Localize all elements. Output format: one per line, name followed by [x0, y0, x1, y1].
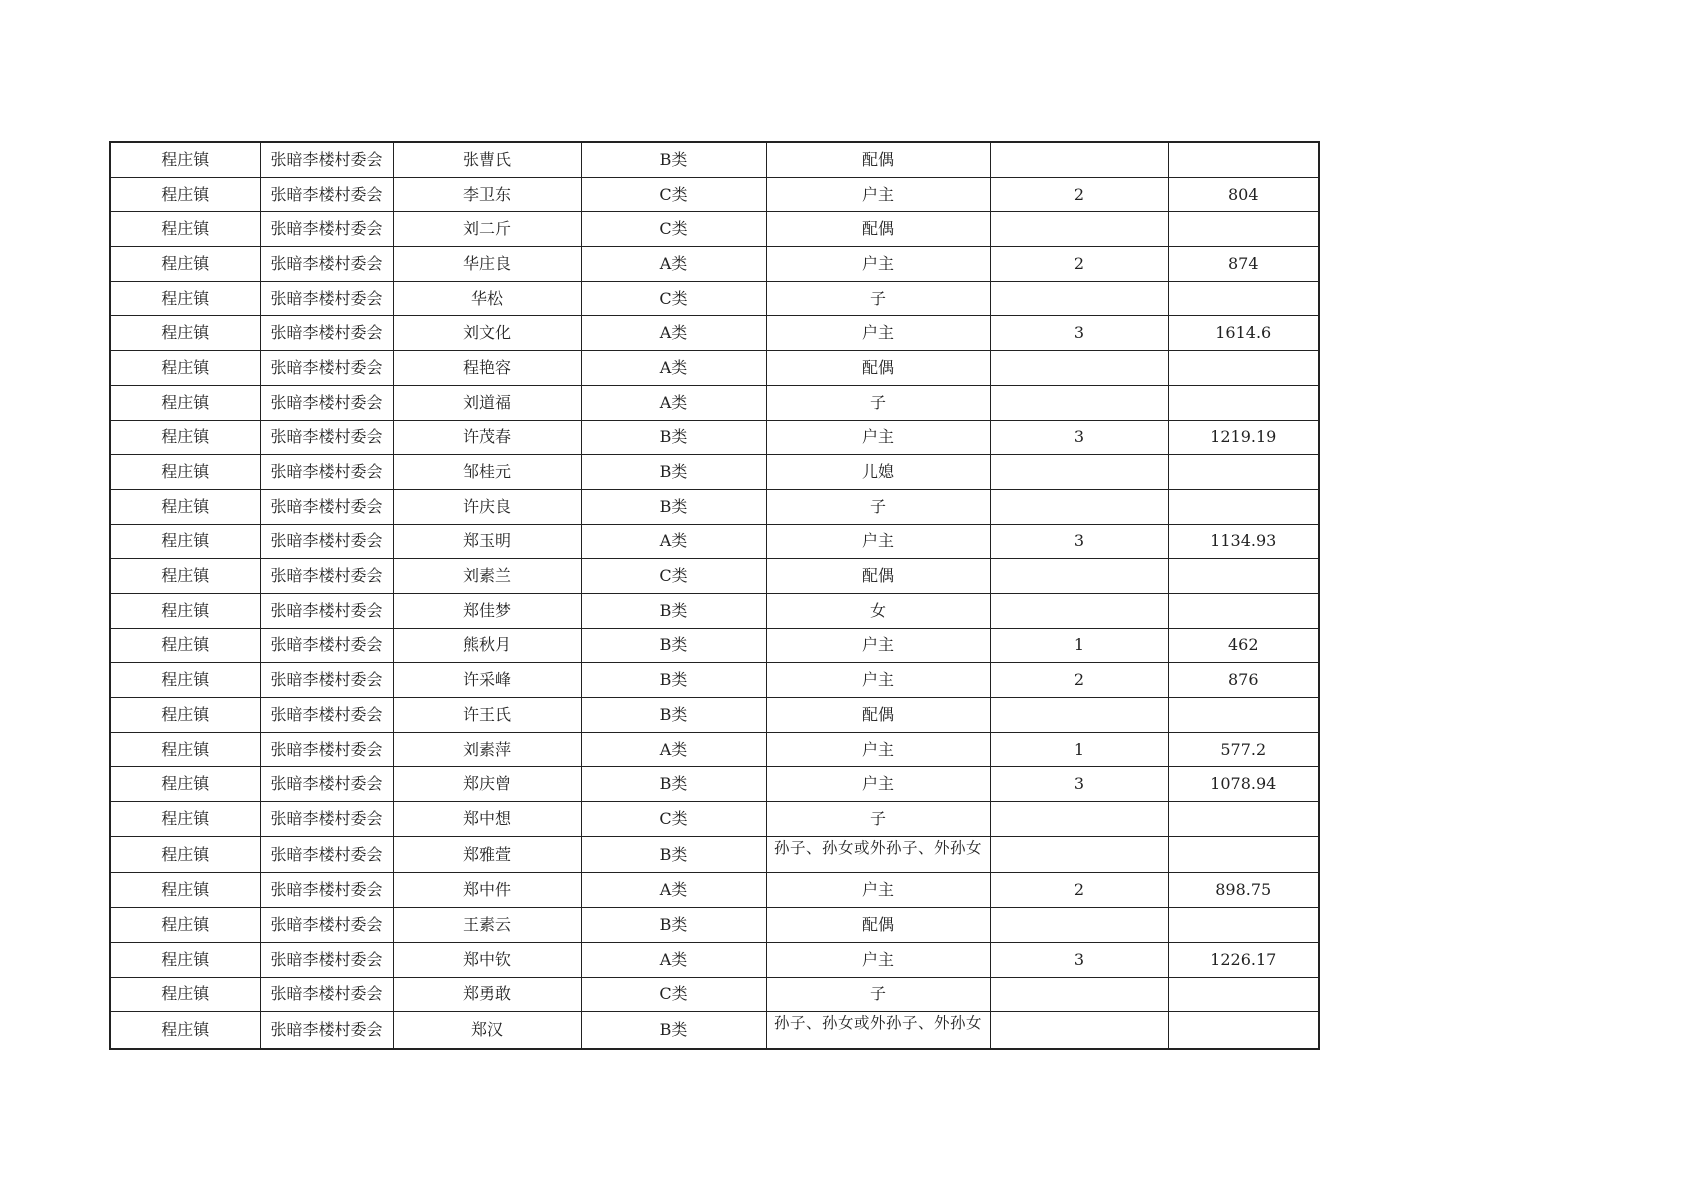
name-cell: 郑中想: [393, 802, 581, 837]
town-cell: 程庄镇: [110, 836, 260, 873]
amount-cell: [1168, 836, 1319, 873]
village-cell: 张暗李楼村委会: [260, 420, 393, 455]
category-cell: A类: [581, 385, 766, 420]
table-row: [110, 873, 1319, 908]
category-cell: C类: [581, 559, 766, 594]
category-cell: B类: [581, 767, 766, 802]
relation-cell: 户主: [766, 628, 990, 663]
table-row: [110, 212, 1319, 247]
table-row: [110, 247, 1319, 282]
table-body: [110, 142, 1319, 1049]
relation-cell: 户主: [766, 942, 990, 977]
village-cell: 张暗李楼村委会: [260, 212, 393, 247]
relation-cell: 配偶: [766, 212, 990, 247]
town-cell: 程庄镇: [110, 1012, 260, 1049]
table-row: [110, 316, 1319, 351]
name-cell: 刘素萍: [393, 732, 581, 767]
table-row: [110, 908, 1319, 943]
category-cell: B类: [581, 142, 766, 177]
village-cell: 张暗李楼村委会: [260, 351, 393, 386]
table-row: [110, 977, 1319, 1012]
village-cell: 张暗李楼村委会: [260, 977, 393, 1012]
name-cell: 程艳容: [393, 351, 581, 386]
amount-cell: [1168, 802, 1319, 837]
name-cell: 郑中钦: [393, 942, 581, 977]
name-cell: 刘道福: [393, 385, 581, 420]
category-cell: B类: [581, 1012, 766, 1049]
village-cell: 张暗李楼村委会: [260, 802, 393, 837]
category-cell: A类: [581, 524, 766, 559]
table-row: [110, 767, 1319, 802]
relation-cell: 女: [766, 593, 990, 628]
relation-cell: 户主: [766, 420, 990, 455]
table-row: [110, 628, 1319, 663]
town-cell: 程庄镇: [110, 177, 260, 212]
table-row: [110, 942, 1319, 977]
town-cell: 程庄镇: [110, 942, 260, 977]
category-cell: B类: [581, 593, 766, 628]
relation-cell: 配偶: [766, 559, 990, 594]
relation-cell: 子: [766, 281, 990, 316]
table-row: [110, 142, 1319, 177]
name-cell: 郑汉: [393, 1012, 581, 1049]
amount-cell: [1168, 142, 1319, 177]
table-row: [110, 802, 1319, 837]
relation-cell: 子: [766, 385, 990, 420]
household-table: [109, 141, 1320, 1050]
name-cell: 刘文化: [393, 316, 581, 351]
name-cell: 郑庆曾: [393, 767, 581, 802]
town-cell: 程庄镇: [110, 977, 260, 1012]
household-size-cell: [990, 455, 1168, 490]
town-cell: 程庄镇: [110, 802, 260, 837]
household-size-cell: [990, 908, 1168, 943]
table-row: [110, 524, 1319, 559]
category-cell: A类: [581, 316, 766, 351]
town-cell: 程庄镇: [110, 385, 260, 420]
amount-cell: [1168, 351, 1319, 386]
table-row: [110, 281, 1319, 316]
category-cell: C类: [581, 802, 766, 837]
relation-cell: 户主: [766, 316, 990, 351]
household-size-cell: [990, 593, 1168, 628]
table-row: [110, 1012, 1319, 1049]
category-cell: B类: [581, 698, 766, 733]
village-cell: 张暗李楼村委会: [260, 489, 393, 524]
amount-cell: 874: [1168, 247, 1319, 282]
town-cell: 程庄镇: [110, 732, 260, 767]
category-cell: C类: [581, 177, 766, 212]
household-size-cell: [990, 836, 1168, 873]
town-cell: 程庄镇: [110, 873, 260, 908]
town-cell: 程庄镇: [110, 908, 260, 943]
category-cell: B类: [581, 908, 766, 943]
household-size-cell: [990, 559, 1168, 594]
household-size-cell: 2: [990, 247, 1168, 282]
village-cell: 张暗李楼村委会: [260, 385, 393, 420]
town-cell: 程庄镇: [110, 316, 260, 351]
name-cell: 郑勇敢: [393, 977, 581, 1012]
table-row: [110, 732, 1319, 767]
village-cell: 张暗李楼村委会: [260, 559, 393, 594]
town-cell: 程庄镇: [110, 663, 260, 698]
category-cell: A类: [581, 873, 766, 908]
relation-cell: 子: [766, 802, 990, 837]
amount-cell: [1168, 281, 1319, 316]
amount-cell: [1168, 212, 1319, 247]
category-cell: B类: [581, 663, 766, 698]
village-cell: 张暗李楼村委会: [260, 732, 393, 767]
relation-cell: 户主: [766, 767, 990, 802]
town-cell: 程庄镇: [110, 351, 260, 386]
relation-cell: 配偶: [766, 698, 990, 733]
town-cell: 程庄镇: [110, 281, 260, 316]
village-cell: 张暗李楼村委会: [260, 281, 393, 316]
town-cell: 程庄镇: [110, 212, 260, 247]
town-cell: 程庄镇: [110, 524, 260, 559]
amount-cell: 1219.19: [1168, 420, 1319, 455]
relation-cell: 孙子、孙女或外孙子、外孙女: [766, 836, 990, 873]
household-size-cell: 1: [990, 628, 1168, 663]
household-size-cell: [990, 698, 1168, 733]
name-cell: 许茂春: [393, 420, 581, 455]
category-cell: A类: [581, 732, 766, 767]
category-cell: B类: [581, 489, 766, 524]
name-cell: 李卫东: [393, 177, 581, 212]
relation-cell: 儿媳: [766, 455, 990, 490]
household-size-cell: 2: [990, 663, 1168, 698]
amount-cell: 1614.6: [1168, 316, 1319, 351]
amount-cell: [1168, 908, 1319, 943]
household-size-cell: [990, 489, 1168, 524]
village-cell: 张暗李楼村委会: [260, 247, 393, 282]
table-row: [110, 593, 1319, 628]
name-cell: 郑中件: [393, 873, 581, 908]
village-cell: 张暗李楼村委会: [260, 908, 393, 943]
amount-cell: 876: [1168, 663, 1319, 698]
category-cell: B类: [581, 628, 766, 663]
household-size-cell: [990, 802, 1168, 837]
town-cell: 程庄镇: [110, 559, 260, 594]
table-row: [110, 455, 1319, 490]
village-cell: 张暗李楼村委会: [260, 873, 393, 908]
amount-cell: 577.2: [1168, 732, 1319, 767]
table-row: [110, 420, 1319, 455]
relation-cell: 配偶: [766, 142, 990, 177]
household-size-cell: [990, 385, 1168, 420]
relation-cell: 户主: [766, 524, 990, 559]
town-cell: 程庄镇: [110, 420, 260, 455]
village-cell: 张暗李楼村委会: [260, 593, 393, 628]
household-size-cell: 1: [990, 732, 1168, 767]
village-cell: 张暗李楼村委会: [260, 663, 393, 698]
amount-cell: 462: [1168, 628, 1319, 663]
household-size-cell: [990, 977, 1168, 1012]
category-cell: B类: [581, 455, 766, 490]
relation-cell: 户主: [766, 177, 990, 212]
household-size-cell: [990, 212, 1168, 247]
relation-cell: 子: [766, 489, 990, 524]
name-cell: 郑佳梦: [393, 593, 581, 628]
amount-cell: 804: [1168, 177, 1319, 212]
amount-cell: [1168, 455, 1319, 490]
name-cell: 郑雅萱: [393, 836, 581, 873]
name-cell: 刘素兰: [393, 559, 581, 594]
household-size-cell: 3: [990, 524, 1168, 559]
household-size-cell: 3: [990, 316, 1168, 351]
table-row: [110, 385, 1319, 420]
amount-cell: [1168, 559, 1319, 594]
town-cell: 程庄镇: [110, 628, 260, 663]
category-cell: A类: [581, 351, 766, 386]
relation-cell: 户主: [766, 663, 990, 698]
amount-cell: 898.75: [1168, 873, 1319, 908]
relation-cell: 户主: [766, 732, 990, 767]
relation-cell: 子: [766, 977, 990, 1012]
amount-cell: [1168, 698, 1319, 733]
village-cell: 张暗李楼村委会: [260, 628, 393, 663]
table-row: [110, 351, 1319, 386]
name-cell: 王素云: [393, 908, 581, 943]
category-cell: A类: [581, 247, 766, 282]
amount-cell: [1168, 489, 1319, 524]
relation-cell: 配偶: [766, 908, 990, 943]
town-cell: 程庄镇: [110, 455, 260, 490]
village-cell: 张暗李楼村委会: [260, 942, 393, 977]
table-row: [110, 489, 1319, 524]
table-row: [110, 836, 1319, 873]
name-cell: 郑玉明: [393, 524, 581, 559]
name-cell: 许采峰: [393, 663, 581, 698]
relation-cell: 户主: [766, 247, 990, 282]
table-row: [110, 663, 1319, 698]
town-cell: 程庄镇: [110, 142, 260, 177]
category-cell: C类: [581, 281, 766, 316]
village-cell: 张暗李楼村委会: [260, 1012, 393, 1049]
name-cell: 华松: [393, 281, 581, 316]
amount-cell: 1078.94: [1168, 767, 1319, 802]
village-cell: 张暗李楼村委会: [260, 698, 393, 733]
category-cell: C类: [581, 977, 766, 1012]
household-size-cell: [990, 281, 1168, 316]
amount-cell: [1168, 1012, 1319, 1049]
village-cell: 张暗李楼村委会: [260, 177, 393, 212]
amount-cell: 1226.17: [1168, 942, 1319, 977]
village-cell: 张暗李楼村委会: [260, 455, 393, 490]
town-cell: 程庄镇: [110, 247, 260, 282]
village-cell: 张暗李楼村委会: [260, 142, 393, 177]
household-size-cell: 2: [990, 177, 1168, 212]
name-cell: 许王氏: [393, 698, 581, 733]
town-cell: 程庄镇: [110, 767, 260, 802]
table-row: [110, 559, 1319, 594]
amount-cell: [1168, 385, 1319, 420]
household-size-cell: 2: [990, 873, 1168, 908]
category-cell: A类: [581, 942, 766, 977]
household-size-cell: 3: [990, 942, 1168, 977]
village-cell: 张暗李楼村委会: [260, 836, 393, 873]
name-cell: 许庆良: [393, 489, 581, 524]
name-cell: 张曹氏: [393, 142, 581, 177]
relation-cell: 户主: [766, 873, 990, 908]
table-row: [110, 177, 1319, 212]
amount-cell: [1168, 593, 1319, 628]
relation-cell: 配偶: [766, 351, 990, 386]
household-size-cell: [990, 1012, 1168, 1049]
town-cell: 程庄镇: [110, 593, 260, 628]
household-size-cell: 3: [990, 420, 1168, 455]
relation-cell: 孙子、孙女或外孙子、外孙女: [766, 1012, 990, 1049]
category-cell: B类: [581, 420, 766, 455]
name-cell: 刘二斤: [393, 212, 581, 247]
amount-cell: 1134.93: [1168, 524, 1319, 559]
village-cell: 张暗李楼村委会: [260, 767, 393, 802]
amount-cell: [1168, 977, 1319, 1012]
town-cell: 程庄镇: [110, 698, 260, 733]
village-cell: 张暗李楼村委会: [260, 524, 393, 559]
household-size-cell: [990, 142, 1168, 177]
name-cell: 熊秋月: [393, 628, 581, 663]
village-cell: 张暗李楼村委会: [260, 316, 393, 351]
town-cell: 程庄镇: [110, 489, 260, 524]
table-row: [110, 698, 1319, 733]
name-cell: 邹桂元: [393, 455, 581, 490]
household-size-cell: [990, 351, 1168, 386]
category-cell: B类: [581, 836, 766, 873]
household-size-cell: 3: [990, 767, 1168, 802]
category-cell: C类: [581, 212, 766, 247]
name-cell: 华庄良: [393, 247, 581, 282]
